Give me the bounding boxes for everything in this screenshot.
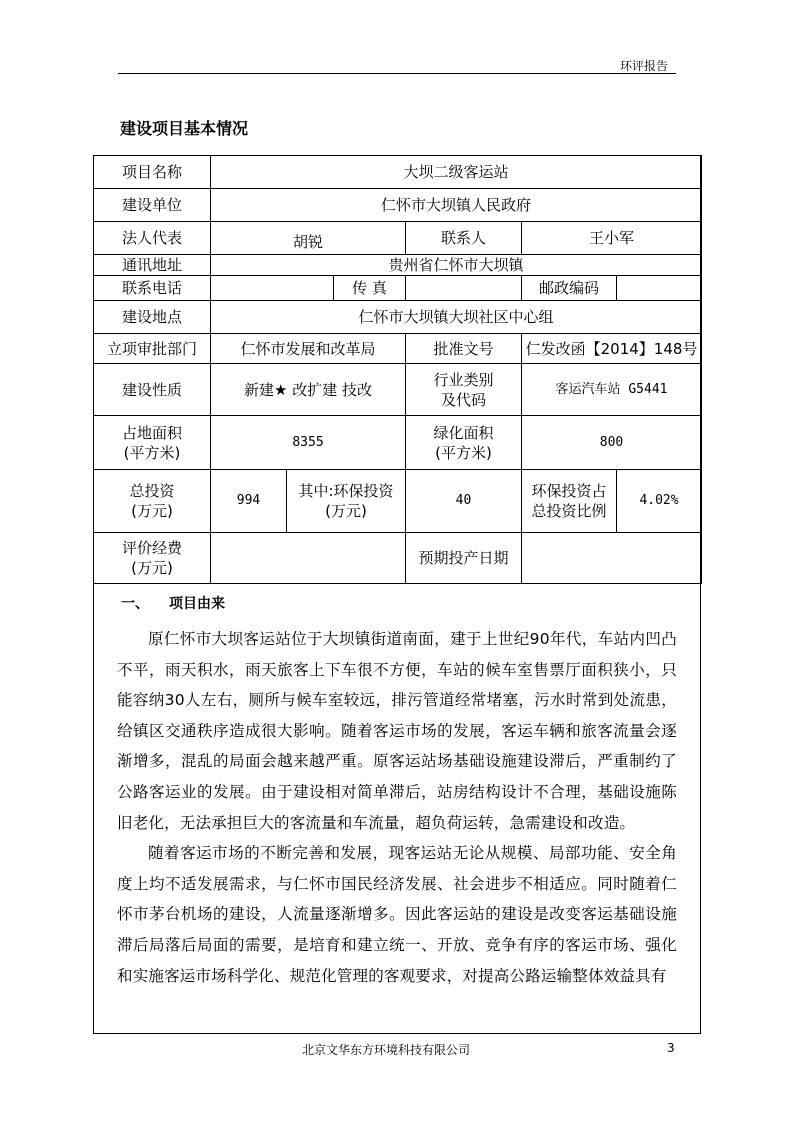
invest-label-line1: 总投资 [129, 482, 175, 500]
date-label: 预期投产日期 [406, 533, 522, 584]
env-invest-label-line1: 其中:环保投资 [298, 482, 394, 500]
phone-value [211, 276, 334, 301]
fax-value [406, 276, 522, 301]
area-label-line2: (平方米) [123, 443, 181, 462]
section-heading [117, 594, 677, 614]
paragraph: 原仁怀市大坝客运站位于大坝镇街道南面，建于上世纪90年代，车站内凹凸不平，雨天积水，雨天旅客上下车很不方便，车站的候车室售票厅面积狭小，只能容纳30人左右，厕所与候车室较远，排污管道经常堵塞，污水时常到处流患，给镇区交通秩序造成很大影响。随着客运市场的发展，客运车辆和旅客流量会逐渐增多，混乱的局面会越来越严重。原客运站场基础设施建设滞后，严重制约了公路客运业的发展。由于建设相对简单滞后，站房结构设计不合理，基础设施陈旧老化，无法承担巨大的客流量和车流量，超负荷运转，急需建设和改造。 [117, 630, 677, 832]
project-name-label: 项目名称 [94, 156, 211, 189]
industry-label-line2: 及代码 [440, 390, 486, 409]
section-heading-text: 项目由来 [169, 596, 225, 612]
project-info-table [93, 155, 702, 584]
fee-label-line2: (万元) [131, 559, 173, 577]
page-number: 3 [667, 1041, 675, 1055]
address-value: 贵州省仁怀市大坝镇 [211, 255, 702, 276]
ratio-value: 4.02% [617, 470, 702, 533]
legal-rep-label: 法人代表 [94, 222, 211, 255]
site-value: 仁怀市大坝镇大坝社区中心组 [211, 301, 702, 334]
fee-label [94, 533, 211, 584]
paragraph: 随着客运市场的不断完善和发展，现客运站无论从规模、局部功能、安全角度上均不适发展需求，与仁怀市国民经济发展、社会进步不相适应。同时随着仁怀市茅台机场的建设，人流量逐渐增多。因此客运站的建设是改变客运基础设施滞后局落后局面的需要，是培育和建立统一、开放、竞争有序的客运市场、强化和实施客运市场科学化、规范化管理的客观要求，对提高公路运输整体效益具有 [117, 844, 677, 985]
ratio-label-line1: 环保投资占 [531, 482, 607, 500]
contact-value: 王小军 [522, 222, 702, 255]
fee-value [211, 533, 406, 584]
invest-label-line2: (万元) [131, 502, 173, 520]
approval-dept-label: 立项审批部门 [94, 334, 211, 364]
area-value: 8355 [211, 416, 406, 470]
project-origin-section [93, 582, 701, 991]
address-label: 通讯地址 [94, 255, 211, 276]
header-doc-type: 环评报告 [620, 59, 669, 73]
nature-value: 新建★ 改扩建 技改 [211, 364, 406, 416]
env-invest-value: 40 [406, 470, 522, 533]
green-label [406, 416, 522, 470]
contact-label: 联系人 [406, 222, 522, 255]
fee-label-line1: 评价经费 [121, 539, 182, 557]
unit-label: 建设单位 [94, 189, 211, 222]
project-name-value: 大坝二级客运站 [211, 156, 702, 189]
env-invest-label [287, 470, 406, 533]
green-value: 800 [522, 416, 702, 470]
date-value [522, 533, 702, 584]
phone-label: 联系电话 [94, 276, 211, 301]
invest-label [94, 470, 211, 533]
section-number: 一、 [121, 596, 149, 612]
approval-dept-value: 仁怀市发展和改革局 [211, 334, 406, 364]
invest-value: 994 [211, 470, 287, 533]
green-label-line1: 绿化面积 [433, 423, 494, 442]
nature-label: 建设性质 [94, 364, 211, 416]
industry-label-line1: 行业类别 [433, 370, 494, 389]
header-divider [118, 73, 676, 74]
fax-label: 传 真 [334, 276, 406, 301]
footer-company: 北京文华东方环境科技有限公司 [302, 1043, 471, 1057]
unit-value: 仁怀市大坝镇人民政府 [211, 189, 702, 222]
legal-rep-value: 胡锐 [211, 222, 406, 255]
env-invest-label-line2: (万元) [325, 502, 367, 520]
approval-no-value: 仁发改函【2014】148号 [522, 334, 702, 364]
industry-value: 客运汽车站 G5441 [522, 364, 702, 416]
ratio-label-line2: 总投资比例 [531, 502, 607, 520]
area-label-line1: 占地面积 [121, 423, 182, 442]
approval-no-label: 批准文号 [406, 334, 522, 364]
page-title: 建设项目基本情况 [120, 119, 249, 138]
site-label: 建设地点 [94, 301, 211, 334]
postcode-value [617, 276, 702, 301]
industry-label [406, 364, 522, 416]
postcode-label: 邮政编码 [522, 276, 617, 301]
green-label-line2: (平方米) [435, 443, 492, 462]
ratio-label [522, 470, 617, 533]
area-label [94, 416, 211, 470]
